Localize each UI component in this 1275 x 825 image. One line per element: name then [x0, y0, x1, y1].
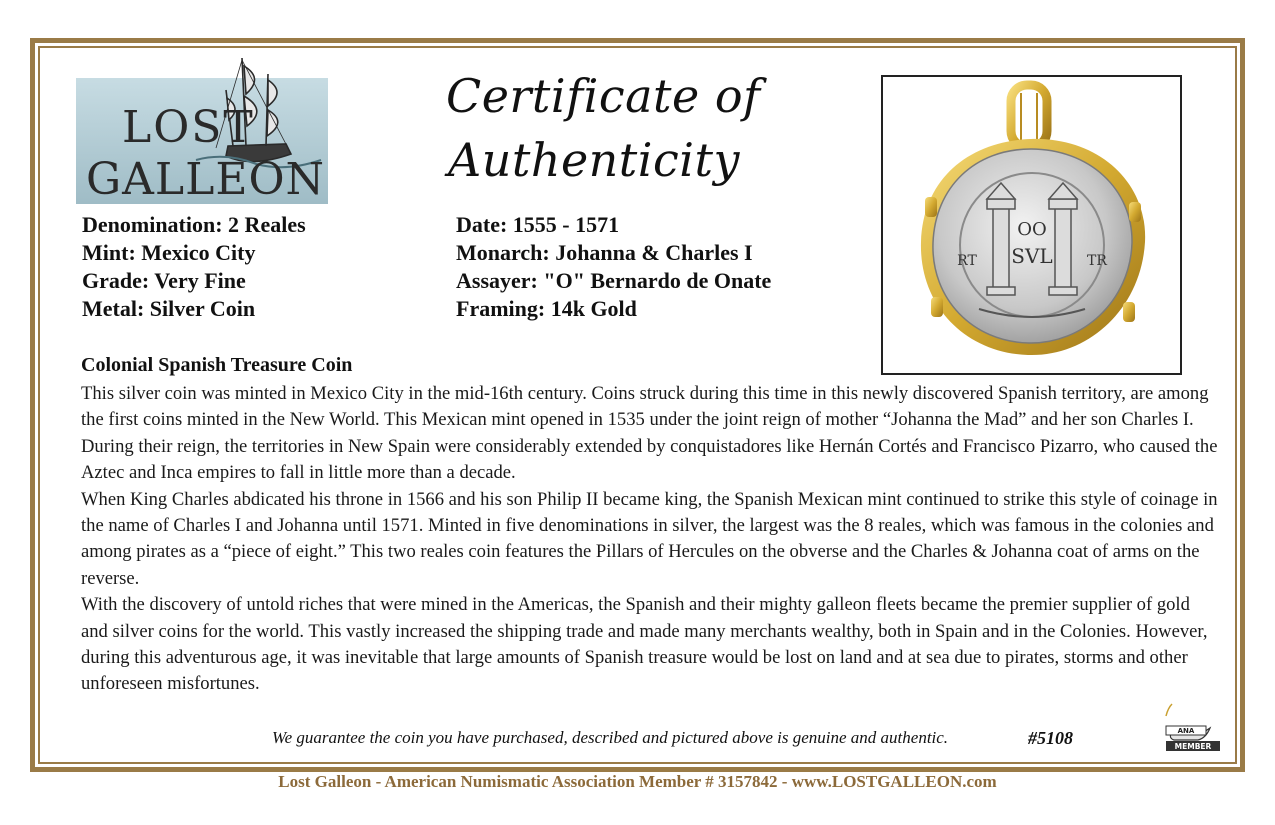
description-paragraph: When King Charles abdicated his throne in 1566 and his son Philip II became king, the Spanish Mexican mint continued to strike this style of coinage in the name of Charles I and Johanna until 1571. Minted in five denominations in silver, the largest was the 8 reales, which was famous in the colonies and among pirates as a “piece of eight.” This two reales coin features the Pillars of Hercules on the obverse and the Charles & Johanna coat of arms on the reverse.	[81, 488, 1218, 589]
coin-text-left: RT	[957, 253, 977, 269]
description-body	[81, 381, 1221, 698]
spec-mint: Mint: Mexico City	[82, 240, 256, 265]
logo-text-lost: LOST	[122, 102, 255, 153]
spec-denomination: Denomination: 2 Reales	[82, 212, 306, 237]
title-line-1: Certificate of	[446, 69, 761, 123]
ana-badge-line2: MEMBER	[1174, 742, 1212, 751]
pendant-bail	[1011, 85, 1047, 147]
certificate-number: #5108	[1028, 728, 1073, 748]
guarantee-statement: We guarantee the coin you have purchased, described and pictured above is genuine and authentic.	[272, 728, 949, 747]
coin-text-center: SVL	[1011, 244, 1053, 268]
ana-badge-line1: ANA	[1177, 727, 1195, 735]
lost-galleon-logo	[76, 56, 328, 204]
coin-pendant-image	[883, 77, 1180, 373]
spec-metal: Metal: Silver Coin	[82, 296, 256, 321]
logo-text-galleon: GALLEON	[86, 154, 326, 204]
spec-grade: Grade: Very Fine	[82, 268, 246, 293]
coin-photo-frame	[881, 75, 1182, 375]
coin-text-right: TR	[1087, 253, 1107, 269]
coin-text-top: OO	[1017, 219, 1047, 240]
spec-date: Date: 1555 - 1571	[456, 212, 620, 237]
footer-contact-line: Lost Galleon - American Numismatic Association Member # 3157842 - www.LOSTGALLEON.com	[278, 772, 997, 791]
spec-framing: Framing: 14k Gold	[456, 296, 637, 321]
spec-assayer: Assayer: "O" Bernardo de Onate	[456, 268, 772, 293]
certificate-title	[446, 64, 846, 192]
ana-member-badge-icon	[1146, 702, 1226, 754]
description-heading: Colonial Spanish Treasure Coin	[81, 354, 353, 376]
spec-monarch: Monarch: Johanna & Charles I	[456, 240, 753, 265]
description-paragraph: This silver coin was minted in Mexico City in the mid-16th century. Coins struck during this time in this newly discovered Spanish territory, are among the first coins minted in the New World. This Mexican mint opened in 1535 under the joint reign of mother “Johanna the Mad” and her son Charles I. During their reign, the territories in New Spain were considerably extended by conquistadores like Hernán Cortés and Francisco Pizarro, who caused the Aztec and Inca empires to fall in little more than a decade.	[81, 383, 1218, 484]
description-paragraph: With the discovery of untold riches that were mined in the Americas, the Spanish and their mighty galleon fleets became the premier supplier of gold and silver coins for the world. This vastly increased the shipping trade and made many merchants wealthy, both in Spain and in the Colonies. However, during this adventurous age, it was inevitable that large amounts of Spanish treasure would be lost on land and at sea due to pirates, storms and other unforeseen misfortunes.	[81, 594, 1208, 695]
specs-right-column	[456, 211, 771, 323]
title-line-2: Authenticity	[448, 133, 740, 187]
specs-left-column	[82, 211, 306, 323]
